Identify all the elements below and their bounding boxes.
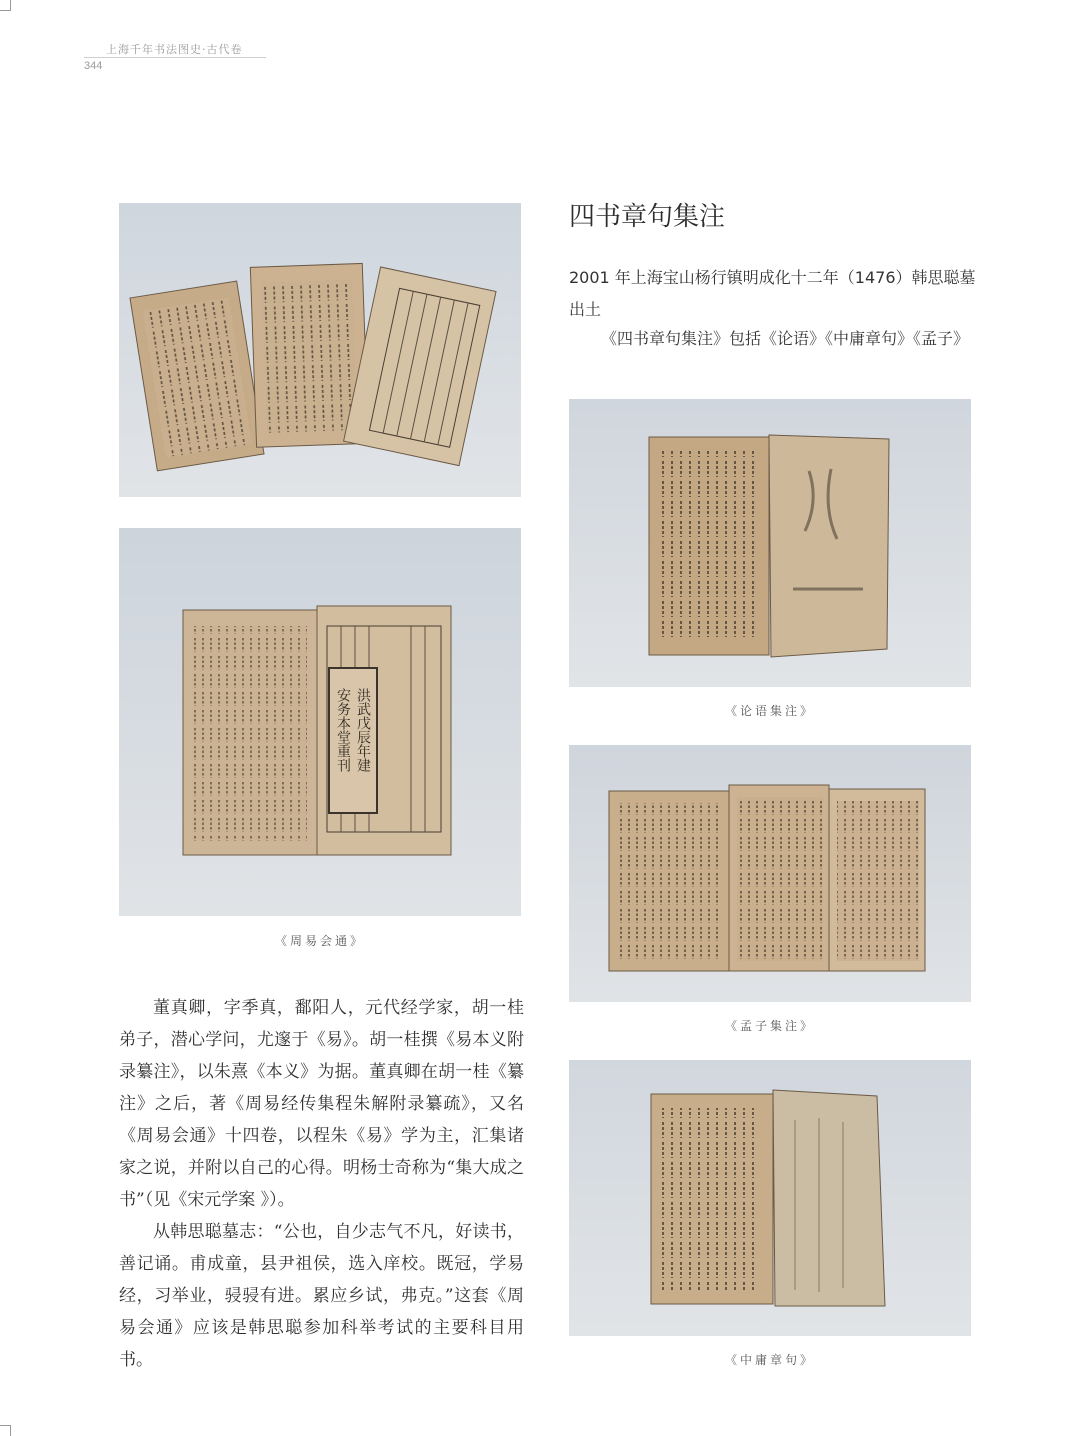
- running-head: [84, 41, 266, 75]
- lunyu-jizhu-illustration: [569, 399, 971, 687]
- plate-line-1: 洪武戊辰年建: [355, 688, 371, 772]
- mengzi-jizhu-illustration: [569, 745, 971, 1002]
- caption-lunyu: 《论语集注》: [724, 704, 815, 718]
- crop-mark-top-left: [0, 0, 11, 11]
- page-number: 344: [84, 60, 103, 72]
- zhouyi-volumes-illustration: [119, 203, 521, 497]
- photo-zhouyi-open: [119, 528, 521, 916]
- crop-mark-bottom-left: [0, 1425, 11, 1436]
- caption-mengzi: 《孟子集注》: [724, 1019, 815, 1033]
- header-rule: [84, 57, 266, 58]
- photo-lunyu-jizhu: [569, 399, 971, 687]
- running-title: 上海千年书法图史·古代卷: [106, 43, 243, 56]
- caption-zhouyi-huitong: 《周易会通》: [274, 934, 365, 948]
- provenance-text: 2001 年上海宝山杨行镇明成化十二年（1476）韩思聪墓出土: [569, 268, 976, 319]
- body-paragraph-1: 董真卿，字季真，鄱阳人，元代经学家，胡一桂弟子，潜心学问，尤邃于《易》。胡一桂撰《易本义附录纂注》，以朱熹《本义》为据。董真卿在胡一桂《纂注》之后，著《周易经传集程朱解附录纂疏》，又名《周易会通》十四卷，以程朱《易》学为主，汇集诸家之说，并附以自己的心得。明杨士奇称为“集大成之书”（见《宋元学案 》）。: [119, 998, 524, 1210]
- photo-mengzi-jizhu: [569, 745, 971, 1002]
- plate-line-2: 安务本堂重刊: [335, 688, 351, 772]
- body-paragraph-2: 从韩思聪墓志：“公也，自少志气不凡，好读书，善记诵。甫成童，县尹祖侯，选入庠校。既冠，学易经，习举业，骎骎有进。累应乡试，弗克。”这套《周易会通》应该是韩思聪参加科举考试的主要科目用书。: [119, 1222, 524, 1370]
- section-title: 四书章句集注: [569, 202, 726, 232]
- zhongyong-zhangju-illustration: [569, 1060, 971, 1336]
- photo-zhongyong-zhangju: [569, 1060, 971, 1336]
- contents-note: 《四书章句集注》包括《论语》《中庸章句》《孟子》: [601, 329, 970, 348]
- photo-zhouyi-volumes: [119, 203, 521, 497]
- caption-zhongyong: 《中庸章句》: [724, 1353, 815, 1367]
- zhouyi-open-illustration: [119, 528, 521, 916]
